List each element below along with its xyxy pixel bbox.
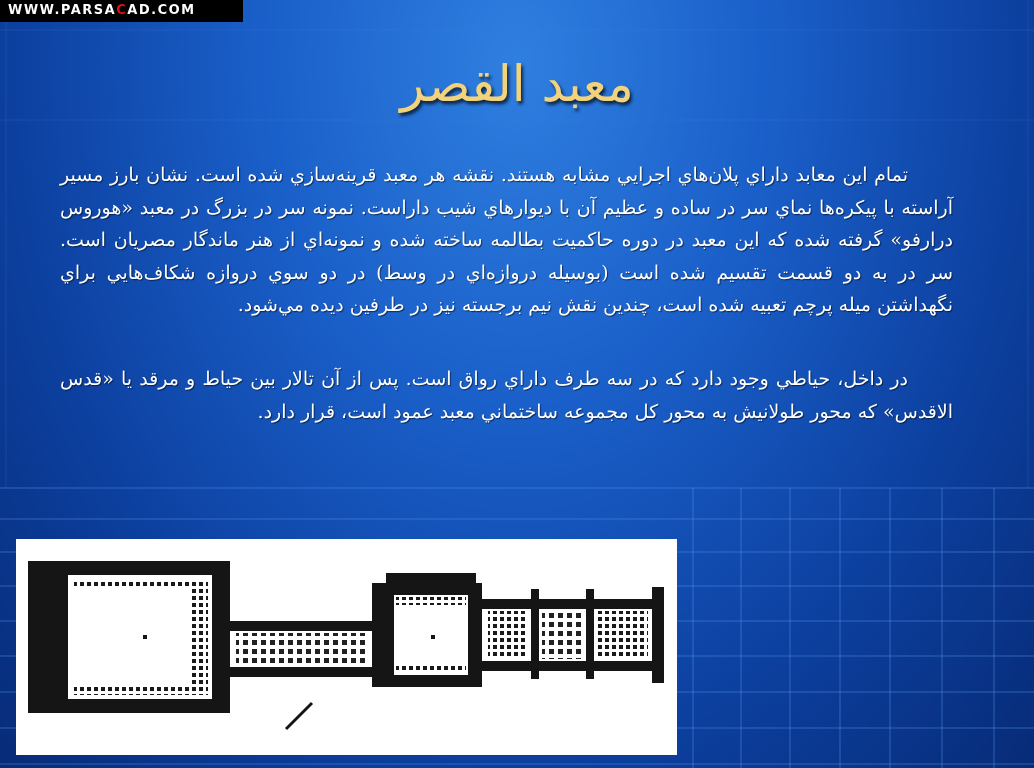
- paragraph-1: تمام اين معابد داراي پلان‌هاي اجرايي مشابه هستند. نقشه هر معبد قرينه‌سازي شده است. نشان بارز مسير آراسته با پيكره‌ها نماي سر در ساده و عظيم آن با ديوارهاي شيب داراست. نمونه سر در بزرگ در معبد «هوروس درارفو» گرفته شده كه اين معبد در دوره حاكميت بطالمه ساخته شده و نمونه‌اي از هنر ماندگار مصريان است. سر در به دو قسمت تقسيم شده است (بوسيله دروازه‌اي در وسط) در دو سوي دروازه شكاف‌هايي براي نگهداشتن ميله پرچم تعبيه شده است، چندين نقش نيم برجسته نيز در طرفين ديده مي‌شود.: [60, 164, 953, 316]
- watermark: WWW.PARSACAD.COM: [0, 0, 243, 22]
- paragraph-2: در داخل، حياطي وجود دارد كه در سه طرف داراي رواق است. پس از آن تالار بين حياط و مرقد يا «قدس الاقدس» كه محور طولانيش به محور كل مجموعه ساختماني معبد عمود است، قرار دارد.: [60, 368, 953, 423]
- temple-plan-image: [16, 539, 677, 755]
- slide-title: معبد القصر: [400, 55, 634, 113]
- temple-floor-plan-drawing: [16, 539, 677, 755]
